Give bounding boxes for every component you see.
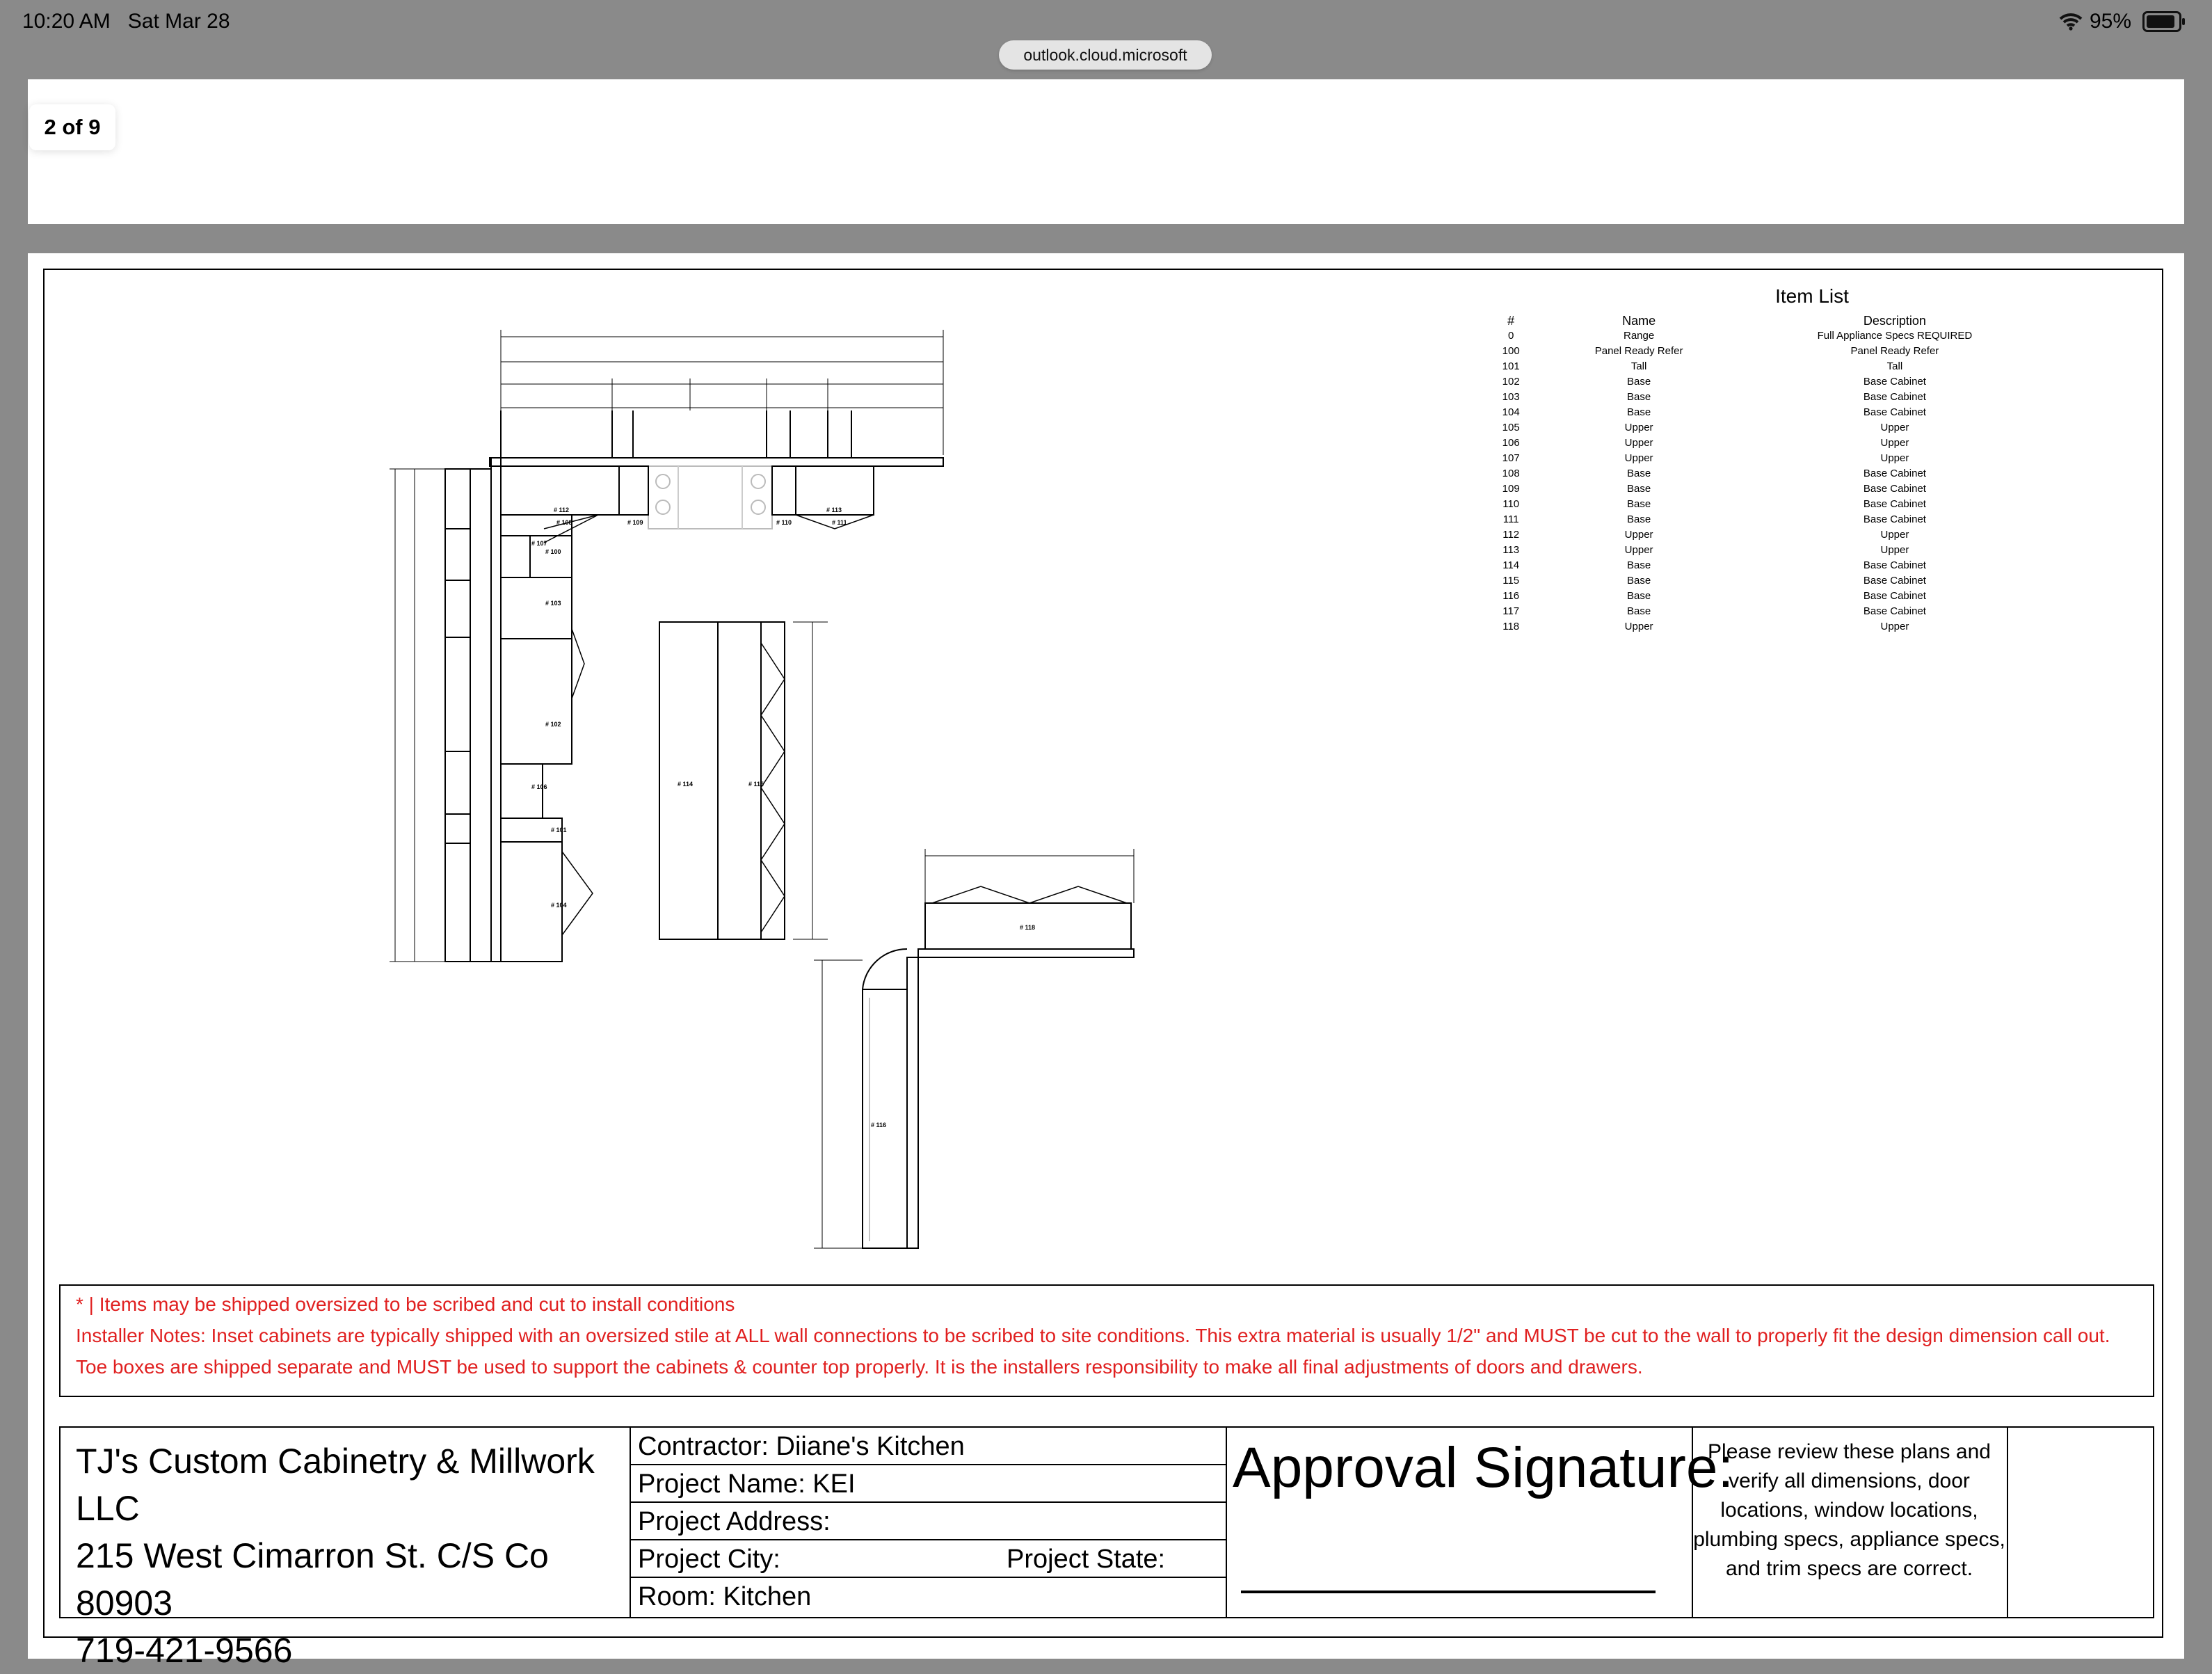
status-bar	[0, 0, 2212, 45]
label-102: # 102	[545, 721, 561, 728]
label-107: # 107	[531, 540, 547, 547]
company-address: 215 West Cimarron St. C/S Co 80903	[76, 1536, 549, 1623]
item-row: 100 Panel Ready Refer Panel Ready Refer	[1502, 345, 1939, 357]
status-right	[2059, 10, 2181, 33]
item-list-title: Item List	[1775, 285, 1849, 307]
item-row: 0 Range Full Appliance Specs REQUIRED	[1508, 330, 1973, 342]
label-114: # 114	[678, 781, 694, 788]
pdf-page-current	[28, 253, 2184, 1670]
project-address-field: Project Address:	[631, 1503, 1226, 1540]
item-row: 110 Base Base Cabinet	[1502, 498, 1926, 510]
project-name-field: Project Name: KEI	[631, 1465, 1226, 1503]
label-108: # 108	[556, 519, 572, 526]
label-111: # 111	[832, 519, 847, 526]
note-line-3: Toe boxes are shipped separate and MUST be used to support the cabinets & counter top properly. It is the installers responsibility to make all final adjustments of doors and drawers.	[76, 1356, 1643, 1378]
label-113: # 113	[826, 507, 842, 513]
item-row: 112 Upper Upper	[1502, 529, 1909, 541]
label-116: # 116	[871, 1122, 887, 1129]
label-110: # 110	[776, 519, 792, 526]
room-field: Room: Kitchen	[638, 1582, 812, 1611]
item-row: 107 Upper Upper	[1502, 452, 1909, 464]
item-row: 109 Base Base Cabinet	[1502, 483, 1926, 495]
signature-line	[1241, 1591, 1656, 1593]
project-state-field: Project State:	[1007, 1545, 1166, 1574]
item-row: 101 Tall Tall	[1502, 360, 1903, 372]
battery-icon	[2142, 11, 2181, 32]
project-city-field: Project City: Project State:	[631, 1540, 1226, 1578]
company-name: TJ's Custom Cabinetry & Millwork LLC	[76, 1442, 595, 1528]
approval-signature	[1226, 1428, 1734, 1617]
company-phone: 719-421-9566	[76, 1631, 293, 1670]
contractor-field: Contractor: Diiane's Kitchen	[631, 1428, 1226, 1465]
page-indicator: 2 of 9	[29, 104, 115, 150]
note-line-2: Installer Notes: Inset cabinets are typically shipped with an oversized stile at ALL wall connections to be scribed to site conditions. This extra material is usually 1/2" and MUST be cut to the wall to properly fit the design dimension call out.	[76, 1325, 2110, 1346]
label-112: # 112	[554, 507, 570, 513]
label-101: # 101	[551, 827, 567, 834]
item-list	[1489, 285, 2045, 635]
item-row: 115 Base Base Cabinet	[1502, 575, 1926, 587]
review-note: Please review these plans and verify all dimensions, door locations, window locations, plumbing specs, appliance specs, and trim specs are correct.	[1692, 1428, 2008, 1617]
item-row: 106 Upper Upper	[1502, 437, 1909, 449]
label-115: # 115	[748, 781, 764, 788]
item-row: 103 Base Base Cabinet	[1502, 391, 1926, 403]
label-104: # 104	[551, 902, 567, 909]
label-109: # 109	[627, 519, 643, 526]
approval-label: Approval Signature:	[1233, 1436, 1734, 1499]
label-118: # 118	[1020, 924, 1036, 931]
item-row: 102 Base Base Cabinet	[1502, 376, 1926, 388]
item-row: 116 Base Base Cabinet	[1502, 590, 1926, 602]
label-106: # 106	[531, 783, 547, 790]
company-info	[61, 1428, 631, 1670]
url-bar[interactable]: outlook.cloud.microsoft	[999, 40, 1212, 70]
note-line-1: * | Items may be shipped oversized to be scribed and cut to install conditions	[76, 1293, 735, 1315]
item-row: 113 Upper Upper	[1502, 544, 1909, 556]
wifi-icon	[2059, 13, 2083, 31]
title-block	[59, 1426, 2154, 1670]
status-time: 10:20 AM Sat Mar 28	[22, 10, 230, 33]
label-103: # 103	[545, 600, 561, 607]
item-row: 114 Base Base Cabinet	[1502, 559, 1926, 571]
item-row: 108 Base Base Cabinet	[1502, 468, 1926, 479]
item-list-header: # Name Description	[1507, 314, 1926, 328]
project-fields	[631, 1428, 1227, 1617]
item-row: 105 Upper Upper	[1502, 422, 1909, 433]
item-row: 111 Base Base Cabinet	[1502, 513, 1926, 525]
item-row: 117 Base Base Cabinet	[1502, 605, 1926, 617]
installer-notes	[59, 1284, 2154, 1397]
item-row: 104 Base Base Cabinet	[1502, 406, 1926, 418]
item-row: 118 Upper Upper	[1502, 621, 1909, 632]
label-100: # 100	[545, 548, 561, 555]
pdf-page-previous	[28, 79, 2184, 224]
battery-percent: 95%	[2089, 10, 2131, 33]
